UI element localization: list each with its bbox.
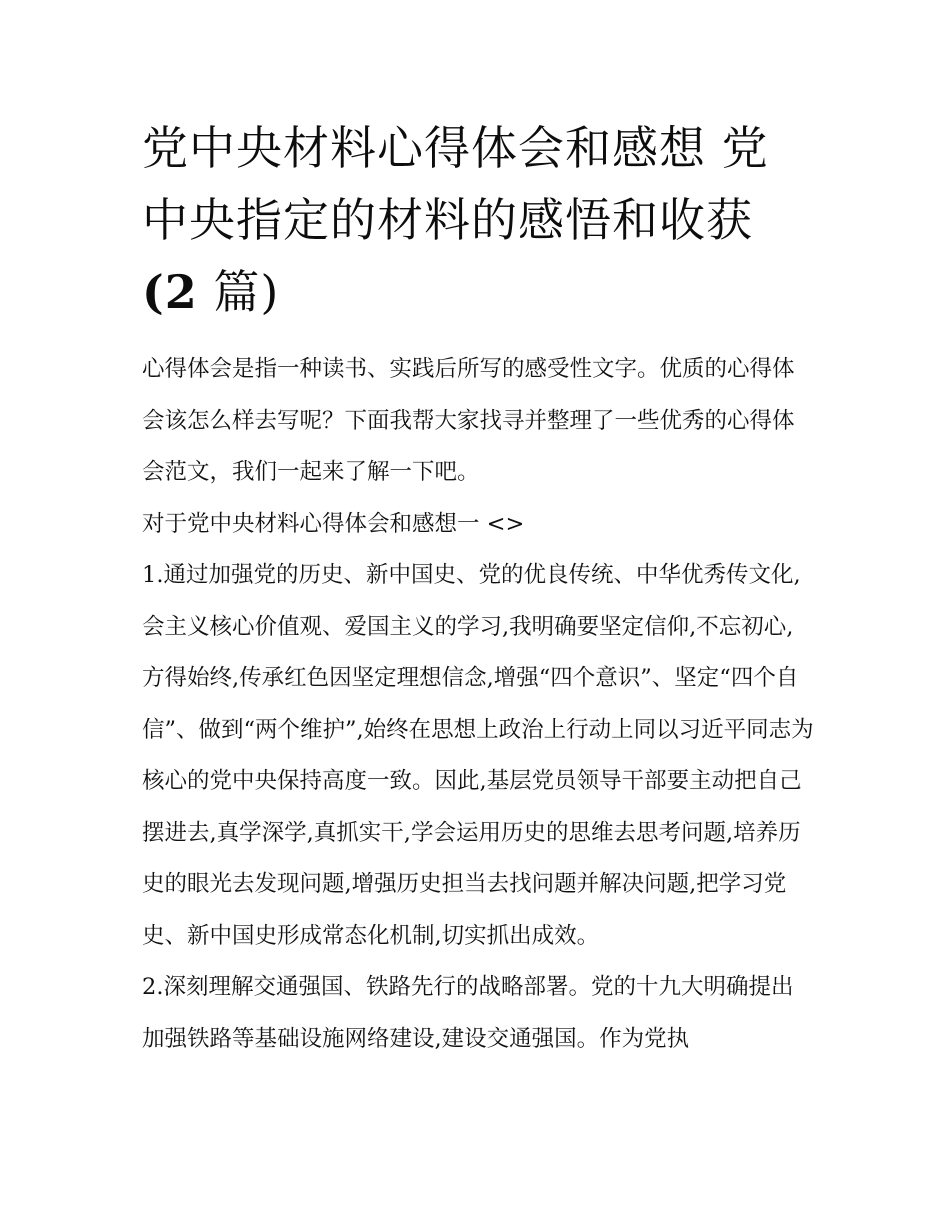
title-line-2: 中央指定的材料的感悟和收获 [142, 193, 753, 247]
title-line-1: 党中央材料心得体会和感想 党 [142, 121, 769, 175]
document-title [142, 112, 814, 328]
section-heading: 对于党中央材料心得体会和感想一 <> [142, 510, 525, 537]
document-content [142, 112, 814, 1065]
title-line-3-prefix: (2 [142, 265, 198, 319]
intro-paragraph: 心得体会是指一种读书、实践后所写的感受性文字。优质的心得体会该怎么样去写呢？下面我帮大家找寻并整理了一些优秀的心得体会范文，我们一起来了解一下吧。 [142, 356, 795, 485]
body-paragraph-2: 2.深刻理解交通强国、铁路先行的战略部署。党的十九大明确提出加强铁路等基础设施网络建设,建设交通强国。作为党执 [142, 974, 794, 1052]
title-line-3-suffix: 篇) [197, 265, 280, 319]
body-paragraph-1: 1.通过加强党的历史、新中国史、党的优良传统、中华优秀传文化,会主义核心价值观、爱国主义的学习,我明确要坚定信仰,不忘初心,方得始终,传承红色因坚定理想信念,增强“四个意识”、坚定“四个自信”、做到“两个维护”,始终在思想上政治上行动上同以习近平同志为核心的党中央保持高度一致。因此,基层党员领导干部要主动把自己摆进去,真学深学,真抓实干,学会运用历史的思维去思考问题,培养历史的眼光去发现问题,增强历史担当去找问题并解决问题,把学习党史、新中国史形成常态化机制,切实抓出成效。 [142, 562, 814, 949]
